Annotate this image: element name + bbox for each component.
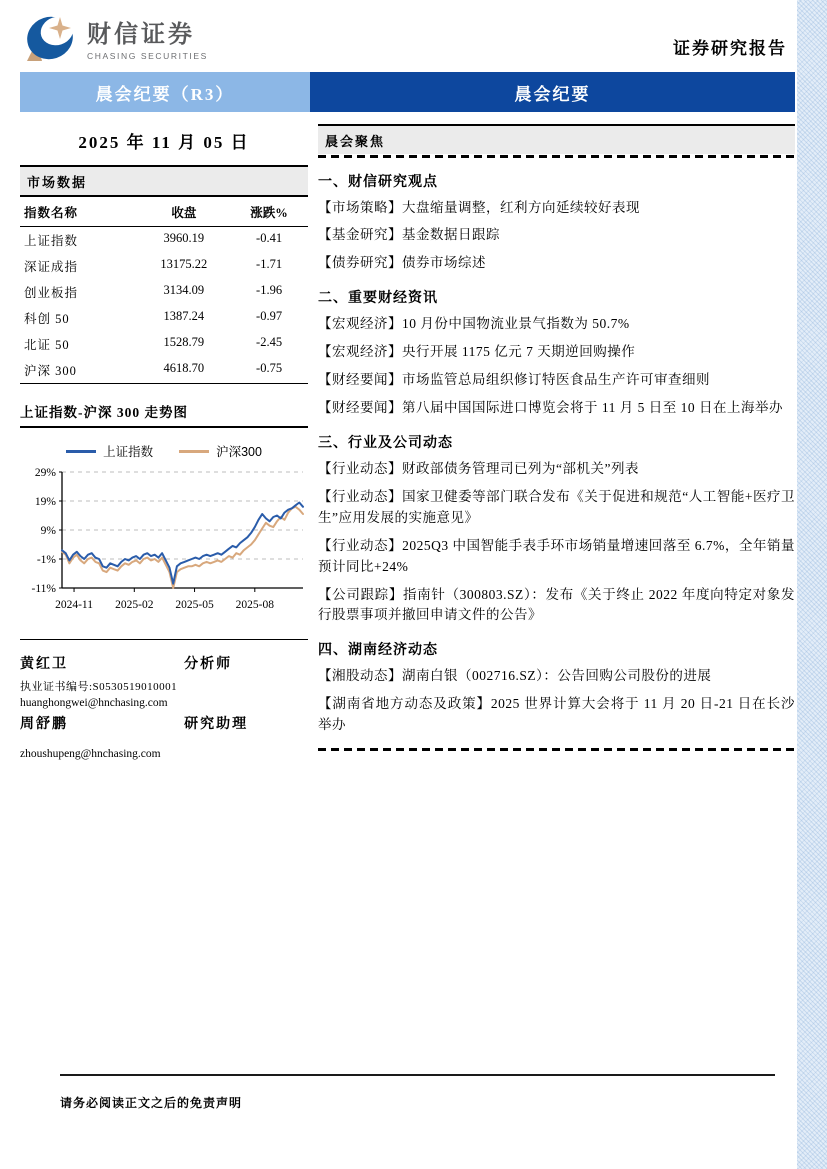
analyst-block [20, 713, 308, 760]
y-tick-label: 29% [34, 467, 56, 479]
focus-section-heading: 一、财信研究观点 [318, 174, 438, 190]
change-value: -1.96 [256, 283, 283, 297]
focus-item: 【公司跟踪】指南针（300803.SZ）：发布《关于终止 2022 年度向特定对象发行股票事项并撤回申请文件的公告》 [318, 586, 795, 623]
index-name: 创业板指 [24, 286, 79, 300]
focus-column [318, 124, 795, 751]
legend-item [66, 442, 153, 460]
close-value: 1528.79 [163, 335, 205, 349]
focus-item: 【宏观经济】央行开展 1175 亿元 7 天期逆回购操作 [318, 344, 636, 360]
footer-divider [60, 1074, 775, 1076]
focus-bottom-dashed-divider [318, 748, 795, 751]
title-banner [20, 72, 795, 112]
close-value: 13175.22 [160, 257, 208, 271]
legend-label: 沪深300 [216, 445, 262, 459]
market-table-row [20, 279, 308, 305]
y-tick-label: -1% [36, 554, 56, 566]
x-tick-label: 2025-08 [235, 599, 274, 611]
focus-section-heading: 四、湖南经济动态 [318, 643, 438, 659]
market-table-row [20, 331, 308, 357]
chart-legend [20, 442, 308, 460]
analyst-role: 研究助理 [184, 717, 249, 732]
focus-item: 【湘股动态】湖南白银（002716.SZ）：公告回购公司股份的进展 [318, 668, 712, 684]
footer-disclaimer: 请务必阅读正文之后的免责声明 [60, 1096, 243, 1110]
market-table-header [20, 197, 308, 227]
series-line-上证指数 [62, 503, 303, 584]
index-name: 上证指数 [24, 234, 79, 248]
change-value: -0.97 [256, 309, 283, 323]
legend-line-swatch [179, 450, 209, 453]
brand-logo [22, 12, 208, 62]
y-tick-label: 19% [34, 496, 56, 508]
focus-section-heading: 二、重要财经资讯 [318, 291, 438, 307]
column-header-index-name: 指数名称 [24, 206, 79, 220]
focus-section-title: 晨会聚焦 [318, 124, 795, 154]
close-value: 1387.24 [163, 309, 205, 323]
x-tick-label: 2024-11 [55, 599, 94, 611]
index-name: 沪深 300 [24, 364, 77, 378]
page-edge-texture [797, 0, 827, 1169]
analyst-row [20, 713, 308, 733]
trend-chart-title: 上证指数-沪深 300 走势图 [20, 401, 308, 428]
change-value: -2.45 [256, 335, 283, 349]
analyst-cert-number: 执业证书编号:S0530519010001 [20, 681, 178, 693]
column-header-close: 收盘 [171, 206, 197, 220]
market-table-body [20, 227, 308, 384]
brand-logo-icon [22, 12, 78, 62]
focus-item: 【行业动态】2025Q3 中国智能手表手环市场销量增速回落至 6.7%，全年销量预计同比+24% [318, 537, 795, 574]
index-name: 北证 50 [24, 338, 70, 352]
market-table-row [20, 357, 308, 384]
index-name: 科创 50 [24, 312, 70, 326]
brand-name-cn: 财信证券 [87, 20, 195, 48]
left-column [20, 124, 308, 764]
focus-item: 【宏观经济】10 月份中国物流业景气指数为 50.7% [318, 316, 630, 332]
focus-sections [318, 171, 795, 737]
report-type-label: 证券研究报告 [673, 39, 787, 58]
focus-item: 【湖南省地方动态及政策】2025 世界计算大会将于 11 月 20 日-21 日在长沙举办 [318, 696, 795, 733]
index-name: 深证成指 [24, 260, 79, 274]
change-value: -0.75 [256, 361, 283, 375]
report-date: 2025 年 11 月 05 日 [78, 133, 250, 152]
brand-name-en: CHASING SECURITIES [87, 50, 208, 61]
focus-item: 【基金研究】基金数据日跟踪 [318, 227, 500, 243]
market-data-section [20, 165, 308, 384]
market-table-row [20, 305, 308, 331]
close-value: 3134.09 [163, 283, 205, 297]
x-tick-label: 2025-05 [175, 599, 214, 611]
y-tick-label: -11% [31, 583, 56, 595]
focus-item: 【行业动态】国家卫健委等部门联合发布《关于促进和规范“人工智能+医疗卫生”应用发展的实施意见》 [318, 488, 795, 525]
column-header-change: 涨跌% [250, 206, 288, 220]
change-value: -1.71 [256, 257, 283, 271]
market-table-row [20, 227, 308, 253]
banner-left-title: 晨会纪要（R3） [20, 72, 310, 112]
focus-item: 【财经要闻】市场监管总局组织修订特医食品生产许可审查细则 [318, 372, 710, 388]
legend-item [179, 442, 262, 460]
analyst-block [20, 653, 308, 709]
brand-logo-text [87, 14, 208, 61]
main-content [20, 124, 795, 764]
analyst-role: 分析师 [184, 657, 233, 672]
x-tick-label: 2025-02 [115, 599, 154, 611]
report-header [0, 0, 827, 70]
y-tick-label: 9% [40, 525, 56, 537]
analysts-section [20, 639, 308, 760]
close-value: 4618.70 [163, 361, 205, 375]
legend-label: 上证指数 [103, 445, 154, 459]
focus-item: 【财经要闻】第八届中国国际进口博览会将于 11 月 5 日至 10 日在上海举办 [318, 400, 783, 416]
change-value: -0.41 [256, 231, 283, 245]
analyst-email: zhoushupeng@hnchasing.com [20, 748, 161, 760]
analyst-email: huanghongwei@hnchasing.com [20, 697, 168, 709]
focus-item: 【债券研究】债券市场综述 [318, 255, 486, 271]
focus-item: 【市场策略】大盘缩量调整，红利方向延续较好表现 [318, 199, 640, 215]
legend-line-swatch [66, 450, 96, 453]
close-value: 3960.19 [163, 231, 205, 245]
analyst-row [20, 653, 308, 673]
trend-chart-section [20, 401, 308, 615]
trend-chart-plot [20, 463, 308, 615]
analyst-name: 周舒鹏 [20, 717, 68, 732]
banner-right-title: 晨会纪要 [310, 72, 795, 112]
analyst-name: 黄红卫 [20, 657, 68, 672]
focus-section-heading: 三、行业及公司动态 [318, 435, 453, 451]
market-data-title: 市场数据 [20, 165, 308, 197]
market-table-row [20, 253, 308, 279]
focus-item: 【行业动态】财政部债务管理司已列为“部机关”列表 [318, 460, 639, 476]
focus-top-dashed-divider [318, 155, 795, 158]
